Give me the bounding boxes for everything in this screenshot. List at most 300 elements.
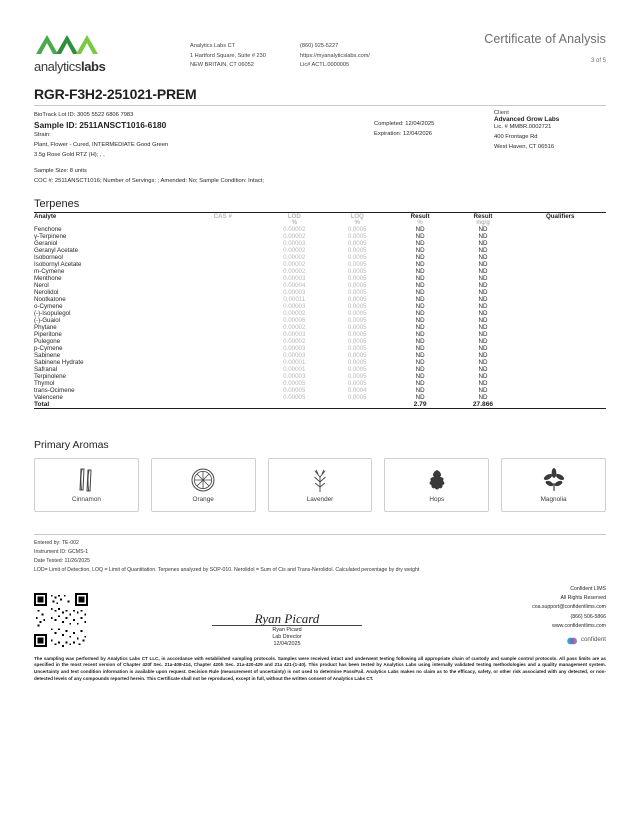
- expiration-label: Expiration:: [374, 131, 402, 138]
- lab-website[interactable]: https://myanalyticslabs.com/: [300, 52, 370, 59]
- cell-result-mg: ND: [478, 260, 488, 268]
- cell-qualifiers: [514, 282, 606, 289]
- date-tested: Date Tested: 11/26/2025: [34, 558, 91, 565]
- cell-result-pct: ND: [415, 246, 425, 254]
- aroma-card: [34, 458, 139, 512]
- cell-result-pct: ND: [415, 316, 425, 324]
- col-header-result-mg: Result: [473, 212, 493, 220]
- cell-cas: [183, 338, 263, 345]
- table-row: [34, 324, 606, 331]
- cell-cas: [183, 317, 263, 324]
- cell-loq: 0.0005: [347, 225, 367, 233]
- cell-lod: 0.00011: [283, 295, 306, 303]
- total-label: Total: [34, 400, 50, 408]
- cell-analyte: Valencene: [34, 393, 63, 401]
- cell-cas: [183, 254, 263, 261]
- cell-qualifiers: [514, 394, 606, 401]
- cell-lod: 0.00003: [283, 302, 306, 310]
- cell-result-pct: ND: [415, 239, 425, 247]
- cell-analyte: Piperitone: [34, 330, 62, 338]
- cell-result-pct: ND: [415, 253, 425, 261]
- terpenes-section-title: Terpenes: [34, 197, 80, 210]
- aroma-label: Hops: [429, 495, 445, 503]
- cell-lod: 0.00002: [283, 323, 306, 331]
- cell-lod: 0.00002: [283, 260, 306, 268]
- cell-result-mg: ND: [478, 239, 488, 247]
- cell-analyte: o-Cymene: [34, 302, 63, 310]
- cell-lod: 0.00006: [283, 316, 306, 324]
- hops-cone-icon: [423, 465, 451, 495]
- cell-cas: [183, 275, 263, 282]
- aromas-section-title: Primary Aromas: [34, 438, 109, 451]
- table-row: [34, 373, 606, 380]
- unit-result-mg: mg/g: [476, 219, 490, 226]
- cell-result-mg: ND: [478, 330, 488, 338]
- cell-loq: 0.0005: [347, 239, 367, 247]
- aroma-label: Magnolia: [540, 495, 567, 503]
- cell-lod: 0.00001: [283, 365, 306, 373]
- cell-result-pct: ND: [415, 330, 425, 338]
- cell-cas: [183, 247, 263, 254]
- confident-line-2: All Rights Reserved: [560, 595, 606, 602]
- coa-header-block: [484, 32, 606, 64]
- client-block: [484, 110, 559, 186]
- aroma-label: Lavender: [306, 495, 334, 503]
- total-loq: [326, 401, 389, 408]
- cell-qualifiers: [514, 247, 606, 254]
- cell-analyte: Pulegone: [34, 337, 61, 345]
- table-row: [34, 261, 606, 268]
- cell-result-pct: ND: [415, 351, 425, 359]
- cell-result-pct: ND: [415, 386, 425, 394]
- cell-lod: 0.00003: [283, 372, 306, 380]
- cell-analyte: Nerolidol: [34, 288, 59, 296]
- table-row: [34, 268, 606, 275]
- cell-qualifiers: [514, 331, 606, 338]
- cell-cas: [183, 240, 263, 247]
- cell-lod: 0.00003: [283, 344, 306, 352]
- cell-loq: 0.0005: [347, 260, 367, 268]
- magnolia-flower-icon: [540, 465, 568, 495]
- cell-result-pct: ND: [415, 302, 425, 310]
- cell-analyte: Sabinene: [34, 351, 61, 359]
- signature-area: [34, 585, 606, 646]
- cell-cas: [183, 373, 263, 380]
- table-row: [34, 240, 606, 247]
- cell-qualifiers: [514, 240, 606, 247]
- lab-logo: [34, 32, 154, 74]
- confident-website[interactable]: www.confidentlims.com: [552, 622, 606, 629]
- cell-cas: [183, 268, 263, 275]
- sample-id-label: Sample ID:: [34, 120, 78, 131]
- cell-loq: 0.0005: [347, 302, 367, 310]
- cell-loq: 0.0005: [347, 358, 367, 366]
- cell-analyte: Sabinene Hydrate: [34, 358, 84, 366]
- col-header-result-pct: Result: [410, 212, 430, 220]
- aromas-grid: [34, 458, 606, 512]
- cell-qualifiers: [514, 352, 606, 359]
- cell-cas: [183, 387, 263, 394]
- confident-logo-icon: [566, 635, 578, 647]
- cell-lod: 0.00002: [283, 225, 306, 233]
- legal-disclaimer: The sampling was performed by Analytics Labs CT LLC, in accordance with established sampling protocols. Samples were received intact and underwent testing following all appropriate chain of custody and sample control protocols. All pass limits are as specified in the most recent version of Chapter 420f Sec. 21a-408-414, Chapter 420h Sec. 21a-420-429 and 21a 421-(1-40). This product has been tested by Analytics Labs using internally validated testing methodologies and a quality management system. Uncertainty and test condition information is available upon request. Decision Rule (measurement of uncertainty) is not used to determine Pass/Fail. Analytics Labs makes no claim as to the efficacy, safety, or other risk associated with any detected, or non-detected levels of any compounds reported herein. This Certificate shall not be reproduced, except in full, without the written consent of Analytics Labs CT.: [34, 655, 606, 681]
- cell-cas: [183, 296, 263, 303]
- table-row: [34, 296, 606, 303]
- cell-result-pct: ND: [415, 372, 425, 380]
- aroma-card: [384, 458, 489, 512]
- cell-qualifiers: [514, 359, 606, 366]
- cell-lod: 0.00003: [283, 351, 306, 359]
- completed-block: [364, 110, 484, 186]
- cell-result-pct: ND: [415, 267, 425, 275]
- total-lod: [263, 401, 326, 408]
- cell-loq: 0.0005: [347, 323, 367, 331]
- aroma-card: [151, 458, 256, 512]
- confident-phone: (866) 506-5866: [570, 613, 606, 620]
- cell-cas: [183, 366, 263, 373]
- col-header-loq: LOQ: [350, 212, 364, 220]
- client-address-1: 400 Frontage Rd: [494, 133, 538, 140]
- cell-analyte: Fenchone: [34, 225, 62, 233]
- aroma-card: [268, 458, 373, 512]
- cell-cas: [183, 282, 263, 289]
- cell-cas: [183, 324, 263, 331]
- terpenes-header-row: [34, 213, 606, 220]
- cell-lod: 0.00002: [283, 337, 306, 345]
- cell-result-pct: ND: [415, 232, 425, 240]
- cell-lod: 0.00005: [283, 379, 306, 387]
- cell-qualifiers: [514, 254, 606, 261]
- sample-product: 3.5g Rose Gold RTZ (H); , ,: [34, 152, 105, 159]
- cell-lod: 0.00004: [283, 281, 306, 289]
- cell-result-pct: ND: [415, 365, 425, 373]
- title-divider: [34, 105, 606, 106]
- cell-cas: [183, 345, 263, 352]
- unit-result-pct: %: [417, 219, 423, 226]
- cell-result-pct: ND: [415, 358, 425, 366]
- total-qualifiers: [514, 401, 606, 408]
- cell-result-mg: ND: [478, 253, 488, 261]
- cell-result-pct: ND: [415, 288, 425, 296]
- table-row: [34, 303, 606, 310]
- strain-label: Strain:: [34, 132, 51, 139]
- cell-qualifiers: [514, 275, 606, 282]
- cell-result-mg: ND: [478, 379, 488, 387]
- cell-cas: [183, 394, 263, 401]
- cell-cas: [183, 261, 263, 268]
- cell-result-mg: ND: [478, 351, 488, 359]
- cell-analyte: Geraniol: [34, 239, 58, 247]
- col-header-qualifiers: Qualifiers: [545, 212, 575, 220]
- cell-loq: 0.0005: [347, 288, 367, 296]
- cell-analyte: Menthone: [34, 274, 62, 282]
- confident-logo-row: [436, 635, 606, 647]
- cell-analyte: Terpinolene: [34, 372, 66, 380]
- cell-loq: 0.0005: [347, 344, 367, 352]
- cell-result-pct: ND: [415, 323, 425, 331]
- expiration-value: 12/04/2026: [403, 131, 433, 138]
- cell-result-mg: ND: [478, 274, 488, 282]
- entered-by: Entered by: TE-002: [34, 539, 79, 546]
- cell-loq: 0.0005: [347, 372, 367, 380]
- cell-qualifiers: [514, 303, 606, 310]
- cell-analyte: Thymol: [34, 379, 55, 387]
- cell-result-mg: ND: [478, 358, 488, 366]
- sample-id-row: [34, 120, 364, 130]
- strain-row: [34, 130, 364, 140]
- cell-qualifiers: [514, 345, 606, 352]
- cell-qualifiers: [514, 324, 606, 331]
- cell-lod: 0.00002: [283, 253, 306, 261]
- cell-cas: [183, 380, 263, 387]
- signer-name: Ryan Picard: [272, 626, 302, 633]
- cell-cas: [183, 289, 263, 296]
- cell-analyte: (-)-Guaiol: [34, 316, 61, 324]
- cell-loq: 0.0005: [347, 253, 367, 261]
- total-result-pct: 2.79: [413, 400, 427, 408]
- client-license: Lic. # MMBR.0002721: [494, 124, 552, 130]
- cell-loq: 0.0005: [347, 274, 367, 282]
- table-row: [34, 387, 606, 394]
- cell-result-mg: ND: [478, 309, 488, 317]
- cell-lod: 0.00002: [283, 309, 306, 317]
- cell-analyte: trans-Ocimene: [34, 386, 75, 394]
- cell-loq: 0.0005: [347, 232, 367, 240]
- confident-line-1: Confident LIMS: [570, 586, 606, 593]
- cell-cas: [183, 331, 263, 338]
- table-row: [34, 352, 606, 359]
- cell-lod: 0.00005: [283, 393, 306, 401]
- cell-result-pct: ND: [415, 379, 425, 387]
- sample-matrix: Plant, Flower - Cured, INTERMEDIATE Good Green: [34, 142, 169, 149]
- orange-slice-icon: [189, 465, 217, 495]
- cell-lod: 0.00002: [283, 246, 306, 254]
- cell-result-mg: ND: [478, 344, 488, 352]
- cell-result-pct: ND: [415, 281, 425, 289]
- table-row: [34, 317, 606, 324]
- cell-result-mg: ND: [478, 225, 488, 233]
- cell-qualifiers: [514, 268, 606, 275]
- cell-qualifiers: [514, 380, 606, 387]
- cell-result-mg: ND: [478, 281, 488, 289]
- cell-loq: 0.0005: [347, 267, 367, 275]
- instrument-id: Instrument ID: GCMS-1: [34, 548, 89, 555]
- sample-size: Sample Size: 8 units: [34, 167, 87, 174]
- lavender-sprig-icon: [306, 465, 334, 495]
- terpenes-table: [34, 213, 606, 408]
- table-row: [34, 380, 606, 387]
- confident-lims-block: [436, 585, 606, 646]
- table-row: [34, 226, 606, 233]
- cell-cas: [183, 310, 263, 317]
- cell-analyte: p-Cymene: [34, 344, 63, 352]
- table-row: [34, 247, 606, 254]
- cell-cas: [183, 303, 263, 310]
- client-name: Advanced Grow Labs: [494, 116, 560, 123]
- cell-cas: [183, 352, 263, 359]
- cell-result-pct: ND: [415, 344, 425, 352]
- total-result-mg: 27.866: [472, 400, 494, 408]
- cell-result-mg: ND: [478, 365, 488, 373]
- completed-value: 12/04/2025: [405, 121, 435, 127]
- cell-lod: 0.00002: [283, 267, 306, 275]
- lab-address-line-1: 1 Hartford Square, Suite # 230: [190, 52, 266, 59]
- lab-address-block: [190, 42, 300, 71]
- cell-loq: 0.0004: [347, 386, 367, 394]
- cell-lod: 0.00003: [283, 239, 306, 247]
- cell-result-pct: ND: [415, 260, 425, 268]
- sample-meta-left: [34, 110, 364, 186]
- cell-lod: 0.00002: [283, 232, 306, 240]
- signature-block: [88, 612, 436, 647]
- lab-license: Lic# ACTL.0000005: [300, 62, 350, 68]
- table-row: [34, 233, 606, 240]
- cell-analyte: Nootkatone: [34, 295, 66, 303]
- cell-cas: [183, 226, 263, 233]
- cell-analyte: γ-Terpinene: [34, 232, 67, 240]
- cell-analyte: Safranal: [34, 365, 58, 373]
- cell-qualifiers: [514, 387, 606, 394]
- sample-id-value: 2511ANSCT1016-6180: [79, 120, 167, 131]
- table-row: [34, 282, 606, 289]
- sample-coc: COC #: 2511ANSCT1016; Number of Servings: ; Amended: No; Sample Condition: Intact;: [34, 177, 264, 184]
- cell-lod: 0.00005: [283, 386, 306, 394]
- cell-result-mg: ND: [478, 288, 488, 296]
- cell-result-mg: ND: [478, 393, 488, 401]
- signer-date: 12/04/2025: [273, 640, 301, 647]
- cell-qualifiers: [514, 226, 606, 233]
- aroma-card: [501, 458, 606, 512]
- cell-lod: 0.00003: [283, 288, 306, 296]
- table-row: [34, 310, 606, 317]
- signature-image: Ryan Picard: [254, 610, 320, 626]
- cell-loq: 0.0005: [347, 351, 367, 359]
- cell-qualifiers: [514, 373, 606, 380]
- cell-analyte: Nerol: [34, 281, 49, 289]
- unit-loq: %: [354, 219, 360, 226]
- cell-result-pct: ND: [415, 393, 425, 401]
- cell-loq: 0.0005: [347, 365, 367, 373]
- lab-contact-block: [300, 42, 410, 71]
- cell-result-mg: ND: [478, 246, 488, 254]
- footer-divider: [34, 534, 606, 535]
- table-row: [34, 366, 606, 373]
- cell-loq: 0.0005: [347, 379, 367, 387]
- cell-lod: 0.00001: [283, 358, 306, 366]
- table-row: [34, 394, 606, 401]
- cell-loq: 0.0005: [347, 309, 367, 317]
- cell-result-mg: ND: [478, 295, 488, 303]
- cell-result-mg: ND: [478, 316, 488, 324]
- cell-qualifiers: [514, 317, 606, 324]
- cell-qualifiers: [514, 310, 606, 317]
- cell-lod: 0.00003: [283, 330, 306, 338]
- cell-qualifiers: [514, 366, 606, 373]
- signer-title: Lab Director: [272, 633, 302, 640]
- cell-analyte: Isobornyl Acetate: [34, 260, 82, 268]
- confident-support-email[interactable]: coa.support@confidentlims.com: [532, 604, 606, 611]
- biotrack-lot: BioTrack Lot ID: 3005 5522 6806 7983: [34, 112, 134, 118]
- cell-loq: 0.0005: [347, 393, 367, 401]
- cell-result-pct: ND: [415, 225, 425, 233]
- col-header-cas: CAS #: [213, 212, 232, 220]
- cinnamon-sticks-icon: [73, 465, 99, 495]
- cell-result-mg: ND: [478, 386, 488, 394]
- cell-lod: 0.00003: [283, 274, 306, 282]
- lab-phone: (860) 925-5227: [300, 43, 339, 49]
- sample-meta: [34, 110, 606, 186]
- qr-code-icon[interactable]: [34, 593, 88, 647]
- cell-result-mg: ND: [478, 232, 488, 240]
- brand-wordmark: analyticslabs: [34, 59, 106, 74]
- cell-loq: 0.0005: [347, 246, 367, 254]
- table-row: [34, 289, 606, 296]
- sample-title: RGR-F3H2-251021-PREM: [34, 86, 197, 102]
- table-total-row: [34, 401, 606, 408]
- page-indicator: 3 of 5: [590, 58, 606, 64]
- client-address-2: West Haven, CT 06516: [494, 143, 555, 150]
- cell-analyte: Geranyl Acetate: [34, 246, 79, 254]
- cell-analyte: Phytane: [34, 323, 57, 331]
- cell-result-mg: ND: [478, 323, 488, 331]
- cell-loq: 0.0005: [347, 281, 367, 289]
- confident-wordmark: confident: [580, 636, 606, 644]
- completed-label: Completed:: [374, 121, 404, 127]
- cell-result-pct: ND: [415, 309, 425, 317]
- total-cas: [183, 401, 263, 408]
- cell-cas: [183, 233, 263, 240]
- cell-cas: [183, 359, 263, 366]
- cell-result-mg: ND: [478, 372, 488, 380]
- lod-loq-note: LOD= Limit of Detection, LOQ = Limit of Quantitation. Terpenes analyzed by SOP-010. Nerolidol = Sum of Cis and Trans-Nerolidol. Calculated percentage by dry weight: [34, 567, 420, 574]
- page-header: [34, 22, 606, 74]
- cell-result-pct: ND: [415, 274, 425, 282]
- cell-result-mg: ND: [478, 267, 488, 275]
- cell-result-pct: ND: [415, 337, 425, 345]
- cell-result-mg: ND: [478, 302, 488, 310]
- table-row: [34, 338, 606, 345]
- page-title: Certificate of Analysis: [484, 32, 606, 46]
- cell-analyte: Isoborneol: [34, 253, 63, 261]
- table-row: [34, 254, 606, 261]
- aroma-label: Orange: [192, 495, 214, 503]
- cell-analyte: m-Cymene: [34, 267, 65, 275]
- unit-lod: %: [291, 219, 297, 226]
- cell-loq: 0.0005: [347, 330, 367, 338]
- table-row: [34, 345, 606, 352]
- cell-loq: 0.0005: [347, 295, 367, 303]
- lab-address-line-2: NEW BRITAIN, CT 06052: [190, 62, 254, 68]
- table-row: [34, 275, 606, 282]
- footer-meta: [34, 539, 606, 575]
- cell-loq: 0.0005: [347, 316, 367, 324]
- cell-qualifiers: [514, 296, 606, 303]
- lab-name: Analytics Labs CT: [190, 43, 236, 49]
- cell-qualifiers: [514, 338, 606, 345]
- cell-result-mg: ND: [478, 337, 488, 345]
- cell-qualifiers: [514, 261, 606, 268]
- table-row: [34, 359, 606, 366]
- cell-analyte: (-)-Isopulegol: [34, 309, 71, 317]
- cell-qualifiers: [514, 233, 606, 240]
- col-header-lod: LOD: [287, 212, 301, 220]
- col-header-analyte: Analyte: [34, 212, 57, 220]
- cell-loq: 0.0005: [347, 337, 367, 345]
- table-row: [34, 331, 606, 338]
- cell-result-pct: ND: [415, 295, 425, 303]
- cell-qualifiers: [514, 289, 606, 296]
- terpenes-bottom-rule: [34, 408, 606, 409]
